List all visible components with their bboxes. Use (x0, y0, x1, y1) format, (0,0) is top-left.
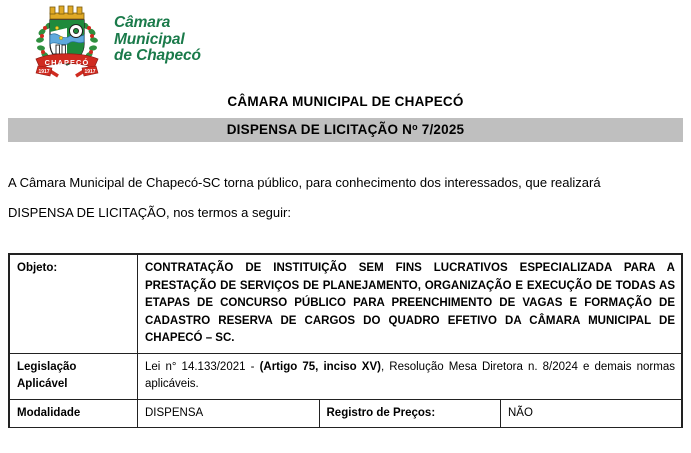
registro-precos-value: NÃO (501, 399, 683, 428)
org-name-line-1: Câmara (114, 14, 171, 32)
subtitle-number: 7/2025 (417, 122, 465, 137)
intro-line-2: DISPENSA DE LICITAÇÃO, nos termos a seguir: (8, 205, 291, 220)
document-subtitle-band (8, 118, 683, 142)
org-name-line-3: de Chapecó (114, 47, 201, 65)
letterhead (0, 0, 691, 78)
legislacao-label-line-2: Aplicável (17, 378, 68, 390)
legislacao-label (9, 353, 138, 399)
svg-text:1917: 1917 (84, 69, 96, 75)
modalidade-label: Modalidade (9, 399, 138, 428)
table-row-modalidade (9, 399, 682, 428)
org-name-line-2: Municipal (114, 30, 185, 48)
table-row-objeto (9, 254, 682, 353)
objeto-label: Objeto: (9, 254, 138, 353)
dispensa-details-table (8, 253, 683, 428)
legislacao-label-line-1: Legislação (17, 360, 77, 373)
chapeco-coat-of-arms-icon (28, 2, 106, 78)
legislacao-value-part-1: Lei n° 14.133/2021 - (145, 360, 260, 373)
svg-text:1917: 1917 (38, 69, 50, 75)
crest-ribbon-text: CHAPECÓ (44, 58, 90, 67)
table-row-legislacao (9, 353, 682, 399)
subtitle-ordinal: o (412, 122, 418, 132)
objeto-value: CONTRATAÇÃO DE INSTITUIÇÃO SEM FINS LUCRATIVOS ESPECIALIZADA PARA A PRESTAÇÃO DE SERVIÇOS DE PLANEJAMENTO, ORGANIZAÇÃO E EXECUÇÃO DE TODAS AS ETAPAS DE CONCURSO PÚBLICO PARA PREENCHIMENTO DE VAGAS E FORMAÇÃO DE CADASTRO RESERVA DE CARGOS DO QUADRO EFETIVO DA CÂMARA MUNICIPAL DE CHAPECÓ – SC. (138, 254, 683, 353)
registro-precos-label: Registro de Preços: (319, 399, 501, 428)
intro-paragraph (8, 168, 683, 228)
intro-line-1: A Câmara Municipal de Chapecó-SC torna público, para conhecimento dos interessados, que realizará (8, 175, 601, 190)
legislacao-value-part-2: , Resolução Mesa Diretora n. 8/2024 e demais normas aplicáveis. (145, 360, 675, 390)
page-title: CÂMARA MUNICIPAL DE CHAPECÓ (227, 94, 464, 109)
legislacao-value-emphasis: (Artigo 75, inciso XV) (259, 360, 381, 373)
legislacao-value (138, 353, 683, 399)
subtitle-prefix: DISPENSA DE LICITAÇÃO N (226, 122, 413, 137)
organization-name (114, 15, 201, 65)
modalidade-value: DISPENSA (138, 399, 320, 428)
